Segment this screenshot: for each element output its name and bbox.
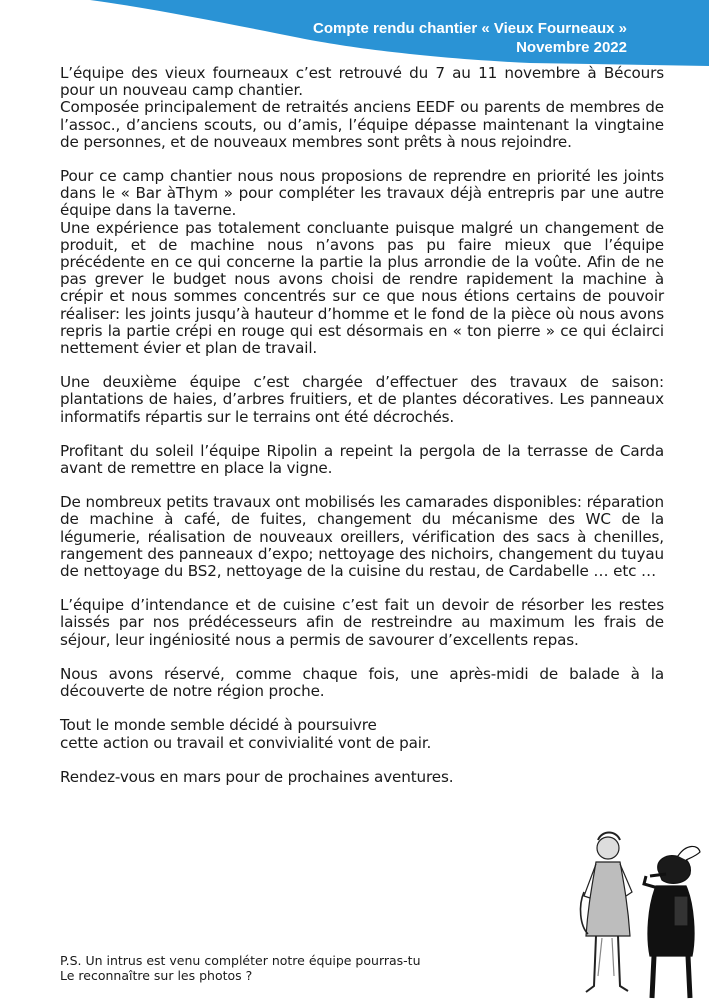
paragraph-pergola: Profitant du soleil l’équipe Ripolin a repeint la pergola de la terrasse de Carda avant de remettre en place la vigne. [60, 441, 664, 478]
paragraph-experience: Une expérience pas totalement concluante puisque malgré un changement de produit, et de machine nous n’avons pas pu faire mieux que l’équipe précédente en ce qui concerne la partie la plus arrondie de la voûte. Afin de ne pas grever le budget nous avons choisi de rendre rapidement la machine à crépir et nous sommes concentrés sur ce que nous étions certains de pouvoir réaliser: les joints jusqu’à hauteur d’homme et le fond de la pièce où nous avons repris la partie crépi en rouge qui est désormais en « ton pierre » ce qui éclairci nettement évier et plan de travail. [60, 218, 664, 358]
paragraph-season-works: Une deuxième équipe c’est chargée d’effectuer des travaux de saison: plantations de haies, d’arbres fruitiers, et de plantes décoratives. Les panneaux informatifs répartis sur le terrains ont été décrochés. [60, 373, 664, 426]
old-woman-figure [581, 833, 632, 993]
paragraph-continue-line1: Tout le monde semble décidé à poursuivre [60, 716, 377, 735]
paragraph-continue-line2: cette action ou travail et convivialité vont de pair. [60, 733, 432, 752]
report-title: Compte rendu chantier « Vieux Fourneaux » [313, 20, 627, 37]
old-people-illustration [574, 826, 704, 1003]
paragraph-outing: Nous avons réservé, comme chaque fois, une après-midi de balade à la découverte de notre région proche. [60, 664, 664, 701]
paragraph-small-works: De nombreux petits travaux ont mobilisés les camarades disponibles: réparation de machine à café, de fuites, changement du mécanisme des WC de la légumerie, réalisation de nouveaux oreillers, vérification des sacs à chenilles, rangement des panneaux d’expo; nettoyage des nichoirs, changement du tuyau de nettoyage du BS2, nettoyage de la cuisine du restau, de Cardabelle … etc … [60, 493, 664, 581]
page-title [313, 19, 627, 57]
paragraph-joints: Pour ce camp chantier nous nous proposions de reprendre en priorité les joints dans le « Bar àThym » pour compléter les travaux déjà entrepris par une autre équipe dans la taverne. [60, 167, 664, 220]
paragraph-team: Composée principalement de retraités anciens EEDF ou parents de membres de l’assoc., d’anciens scouts, ou d’amis, l’équipe dépasse maintenant la vingtaine de personnes, et de nouveaux membres sont prêts à nous rejoindre. [60, 98, 664, 151]
postscript-line2: Le reconnaître sur les photos ? [60, 968, 253, 983]
old-man-figure [644, 846, 700, 998]
paragraph-next-meeting: Rendez-vous en mars pour de prochaines aventures. [60, 767, 454, 786]
report-date: Novembre 2022 [516, 39, 627, 56]
paragraph-intro: L’équipe des vieux fourneaux c’est retrouvé du 7 au 11 novembre à Bécours pour un nouveau camp chantier. [60, 64, 664, 100]
paragraph-kitchen: L’équipe d’intendance et de cuisine c’est fait un devoir de résorber les restes laissés par nos prédécesseurs afin de restreindre au maximum les frais de séjour, leur ingéniosité nous a permis de savourer d’excellents repas. [60, 596, 664, 649]
report-body [60, 65, 664, 786]
postscript-line1: P.S. Un intrus est venu compléter notre équipe pourras-tu [60, 953, 421, 968]
postscript [60, 953, 540, 983]
